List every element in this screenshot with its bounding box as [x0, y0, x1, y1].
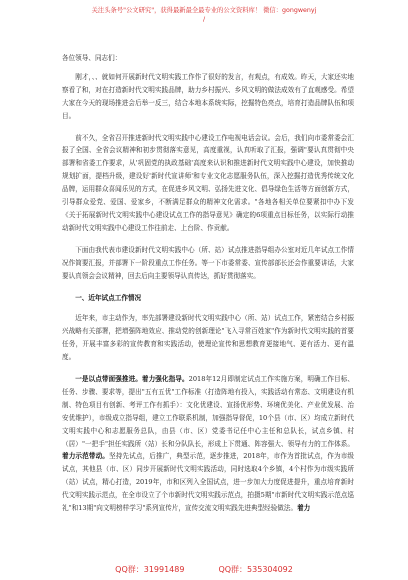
paragraph-overview: 近年来，市主动作为，率先部署建设新时代文明实践中心（所、站）试点工作，紧密结合乡村振兴战略有关部署，把增强阵地效应、推动党的创新理论"飞入寻常百姓家"作为新时代文明实践的首要任务，开展丰富多彩的宣传教育和实践活动，使理论宣传和思想教育更接地气、更有活力、更有温度。: [62, 314, 354, 362]
point-1-subhead-2: 着力: [297, 504, 311, 513]
point-1-lead: 一是以点带面强推进。着力强化指导。: [75, 375, 189, 384]
paragraph-agenda: 下面由我代表市建设新时代文明实践中心（所、站）试点推进指导组办公室对近几年试点工作情况作简要汇报，并部署下一阶段重点工作任务。等一下市委常委、宣传部部长还会作重要讲话，大家要认真领会会议精神，回去后向主要领导认真传达，抓好贯彻落实。: [62, 245, 354, 280]
section-heading: 一、近年试点工作情况: [75, 293, 142, 302]
point-1-text-2: 坚持先试点，后推广，典型示范，逐步推进，2018年，市作为首批试点，作为市级试点，其他县（市、区）同步开展新时代文明实践活动，同时选取4个乡镇，4个村作为市级实践所（站）试点，精心打造，2019年，市和区列入全国试点，进一步加大力度促进提升，重点培育新时代文明实践示范点，在全市设立了个市新时代文明实践示范点，拍摄5期"市新时代文明实践示范点巡礼"和13期"向文明榜样学习"系列宣传片，宣传交流文明实践先进典型经验做法。: [62, 452, 355, 513]
qq-footer: [0, 564, 408, 575]
qq-group-1: QQ群：31991489: [115, 565, 185, 574]
point-1-subhead: 着力示范带动。: [62, 452, 109, 461]
promo-header: 关注头条号"公文研究"，获得最新最全最专业的公文资料库！ 微信：gongwenyj: [91, 7, 317, 14]
greeting: 各位领导、同志们：: [62, 54, 122, 62]
paragraph-point-1: [62, 373, 354, 515]
point-1-text: 2018年12月即制定试点工作实施方案，明确工作目标、任务、步骤、要求等，提出"五有五优"工作标准（打造阵地有投入，实践活动有常态、文明建设有机制、特色项目有创新、考评工作有抓手）：文化优建设、宣扬优形势、环境优美化、产业优发展、治安优维护），市级成立指导组，建立工作联系机制，加强指导督促，10个县（市、区）均成立新时代文明实践中心和志愿服务总队，由县（市、区）党委书记任中心主任和总队长，试点乡镇、村（居）"一把手"担任实践所（站）长和分队队长，形成上下贯通、阵容强大、领导有力的工作体系。: [62, 375, 355, 448]
promo-header-line2: /: [202, 16, 206, 23]
paragraph-background: 前不久，全省召开推进新时代文明实践中心建设工作电视电话会议。会后，我们向市委常委会汇报了全国、全省会议精神和初步贯彻落实意见，高度重视，认真听取了汇报，强调"要认真贯彻中央部署和省委工作要求，从'巩固党的执政基础'高度来认识和推进新时代文明实践中心建设，加快推动规划扩面，提档升级，建设好'新时代宣讲师'和专业文化志愿服务队伍，深入挖掘打造优秀传统文化品牌，运用群众喜闻乐见的方式，在促进乡风文明、弘扬先进文化、倡导绿色生活等方面创新方式，引导群众爱党、爱国、爱家乡，不断满足群众的精神文化需求。"各地各相关单位要紧扣中办下发《关于拓展新时代文明实践中心建设试点工作的指导意见》确定的6项重点目标任务，以实际行动推动新时代文明实践中心建设工作往前走、上台阶、作贡献。: [62, 133, 354, 232]
paragraph-opening: 刚才，、、就如何开展新时代文明实践工作作了很好的发言，有观点，有成效。昨天，大家还实地察看了和，对在打造新时代文明实践品牌，助力乡村振兴、乡风文明的做法成效有了直观感受。希望大家在今天的现场推进会后举一反三，结合本地本系统实际，挖掘特色亮点，培育打造品牌队伍和项目。: [62, 72, 354, 120]
speech-body: [62, 52, 354, 524]
qq-group-2: QQ群：535304092: [218, 565, 293, 574]
